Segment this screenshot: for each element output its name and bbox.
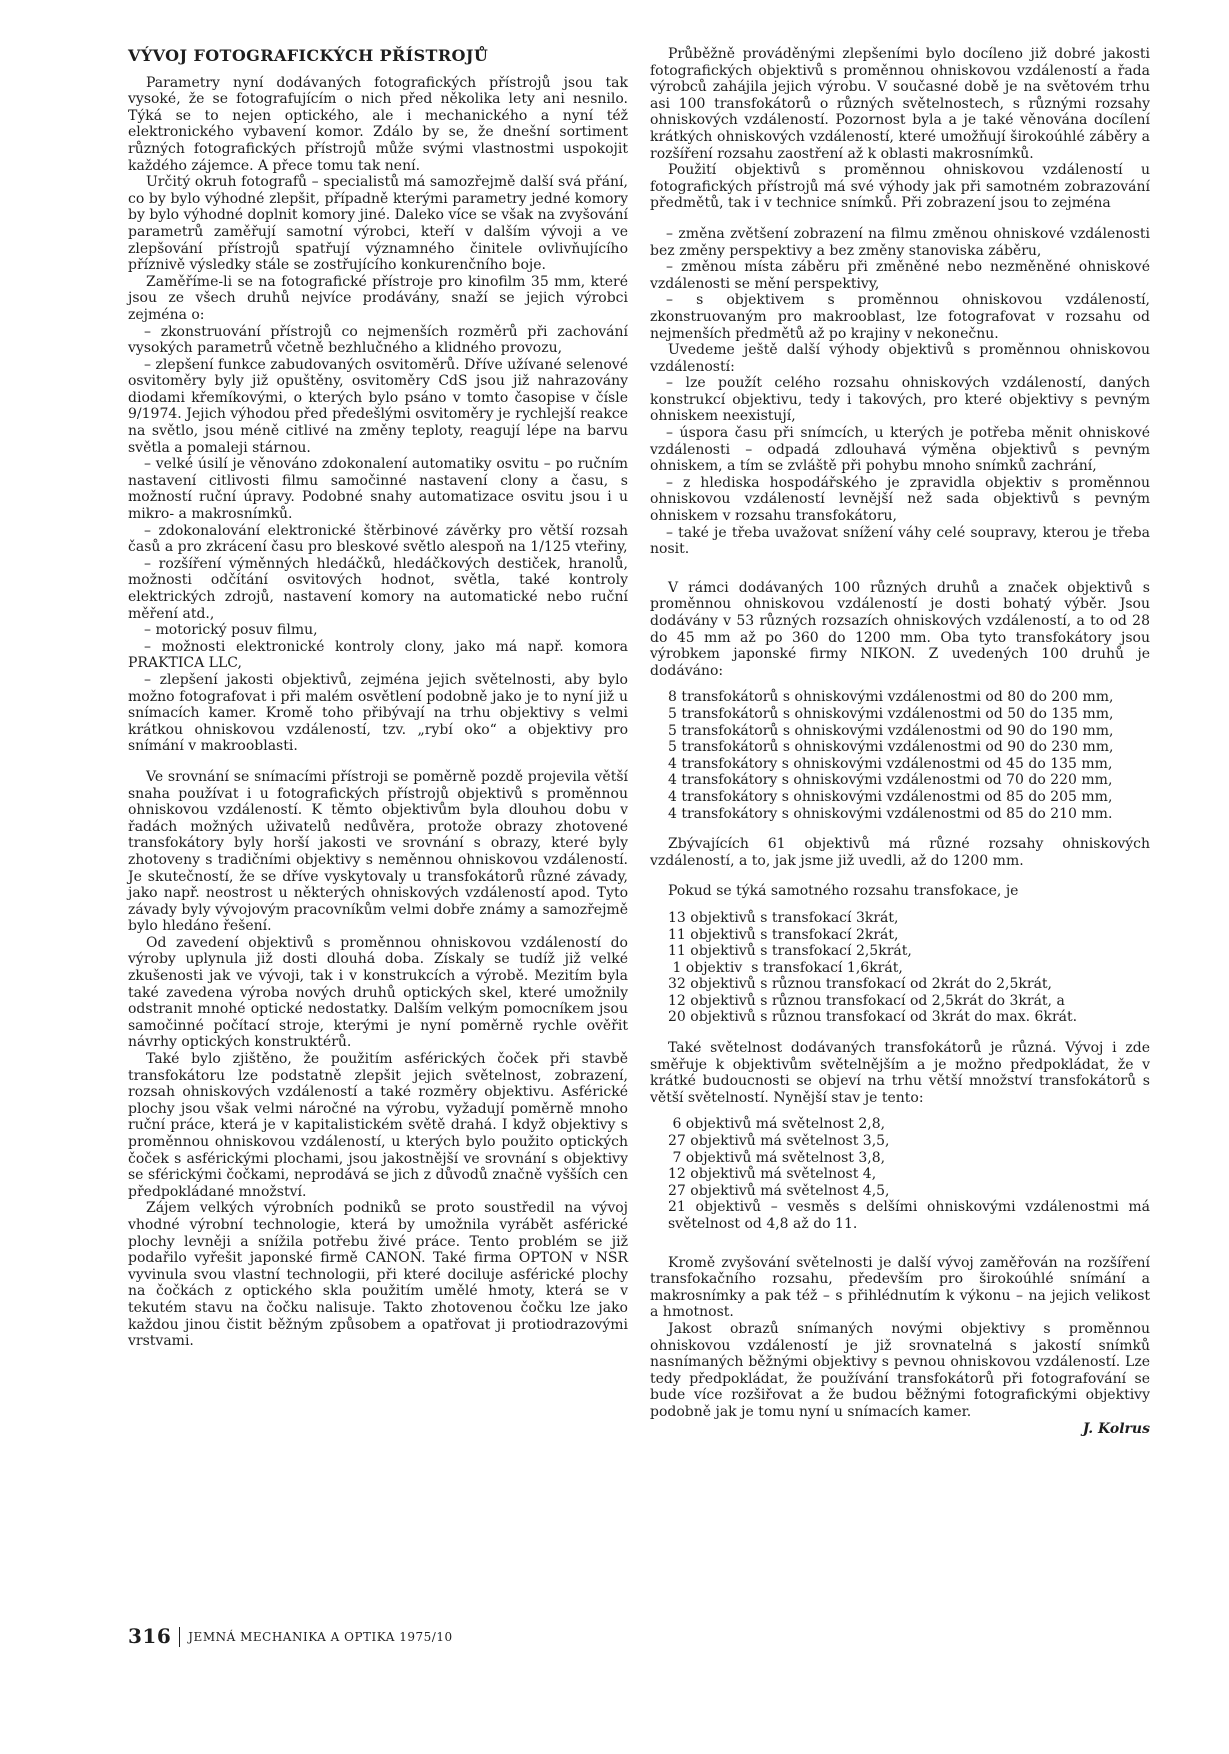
paragraph: Parametry nyní dodávaných fotografických přístrojů jsou tak vysoké, že se fotografujícím o nich před několika lety ani nesnilo. Týká se to nejen optického, ale i mechanického a nyní též elektronického vybavení komor. Zdálo by se, že dnešní sortiment různých fotografických přístrojů může svými vlastnostmi uspokojit každého zájemce. A přece tomu tak není. (128, 74, 628, 174)
list-item: – zdokonalování elektronické štěrbinové závěrky pro větší rozsah časů a pro zkrácení času pro bleskové světlo alespoň na 1/125 vteřiny, (128, 522, 628, 556)
list-item: 32 objektivů s různou transfokací od 2krát do 2,5krát, (668, 976, 1053, 993)
paragraph: Také bylo zjištěno, že použitím asférických čoček při stavbě transfokátoru lze podstatně zlepšit jejich světelnost, zobrazení, rozsah ohniskových vzdáleností a také rozměry objektivu. Asférické plochy jsou však velmi náročné na výrobu, vyžadují poměrně mnoho ruční práce, která je v kapitalistickém světě drahá. I když objektivy s proměnnou ohniskovou vzdáleností, u kterých bylo použito optických čoček s asférickými plochami, jsou jakostnější ve srovnání s objektivy se sférickými čočkami, neprodává se jich z důvodů značně vyšších cen předpokládané množství. (128, 1051, 628, 1200)
list-item: – velké úsilí je věnováno zdokonalení automatiky osvitu – po ručním nastavení citlivosti filmu samočinné nastavení clony a času, s možností ruční úpravy. Podobné snahy automatizace osvitu jsou i u mikro- a makrosnímků. (128, 456, 628, 523)
list-item: – z hlediska hospodářského je zpravidla objektiv s proměnnou ohniskovou vzdáleností levnější než sada objektivů s pevným ohniskem v rozsahu transfokátoru, (650, 474, 1150, 525)
paragraph: Použití objektivů s proměnnou ohniskovou vzdáleností u fotografických přístrojů má své výhody jak při samotném zobrazování předmětů, tak i v technice snímků. Při zobrazení jsou to zejména (650, 162, 1150, 212)
list-item: 12 objektivů s různou transfokací od 2,5krát do 3krát, a (668, 992, 1065, 1009)
list-item: 11 objektivů s transfokací 2krát, (668, 926, 899, 943)
paragraph: Od zavedení objektivů s proměnnou ohniskovou vzdáleností do výroby uplynula již dosti dlouhá doba. Získaly se tudíž již velké zkušenosti jak ve vývoji, tak i v konstrukcích a výrobě. Mezitím byla také zavedena výroba nových druhů optických skel, které umožnily odstranit mnohé optické nedostatky. Dalším velkým pomocníkem jsou samočinné počítací stroje, kterými je nyní poměrně rychle ověřit návrhy optických konstruktérů. (128, 934, 628, 1051)
list-item: – rozšíření výměnných hledáčků, hledáčkových destiček, hranolů, možnosti odčítání osvitových hodnot, světla, také kontroly elektrických zdrojů, nastavení komory na automatické nebo ruční měření atd., (128, 555, 628, 622)
list-item: – lze použít celého rozsahu ohniskových vzdáleností, daných konstrukcí objektivu, tedy i takových, pro které objektivy s pevným ohniskem neexistují, (650, 375, 1150, 425)
list-item: – také je třeba uvažovat snížení váhy celé soupravy, kterou je třeba nosit. (650, 524, 1150, 558)
list-item: – změnou místa záběru při změněné nebo nezměněné ohniskové vzdálenosti se mění perspektivy, (650, 259, 1150, 292)
list-item: 5 transfokátorů s ohniskovými vzdálenostmi od 90 do 230 mm, (668, 739, 1114, 756)
paragraph: Uvedeme ještě další výhody objektivů s proměnnou ohniskovou vzdáleností: (650, 342, 1150, 375)
footer-divider (179, 1627, 180, 1647)
list-item: 27 objektivů má světelnost 4,5, (668, 1182, 890, 1199)
page-footer (128, 1624, 453, 1648)
list-item: – zkonstruování přístrojů co nejmenších rozměrů při zachování vysokých parametrů včetně bezhlučného a klidného provozu, (128, 323, 628, 357)
paragraph: Ve srovnání se snímacími přístroji se poměrně pozdě projevila větší snaha používat i u fotografických přístrojů objektivů s proměnnou ohniskovou vzdáleností. K těmto objektivům byla dlouhou dobu v řadách možných uživatelů nedůvěra, protože obrazy zhotovené transfokátory byly horší jakosti ve srovnání s obrazy, které byly zhotoveny s tradičními objektivy s neměnnou ohniskovou vzdáleností. Je skutečností, že se dříve vyskytovaly u transfokátorů různé závady, jako např. neostrost u některých ohniskových vzdáleností apod. Tyto závady byly vývojovým pracovníkům velmi dobře známy a samozřejmě bylo hledáno řešení. (128, 768, 628, 935)
zoom-factor-list (668, 910, 1150, 1026)
list-item: 4 transfokátory s ohniskovými vzdálenostmi od 70 do 220 mm, (668, 772, 1113, 789)
journal-name: JEMNÁ MECHANIKA A OPTIKA 1975/10 (188, 1630, 453, 1644)
right-column (650, 46, 1150, 1437)
aperture-list (668, 1116, 1150, 1232)
list-item: – změna zvětšení zobrazení na filmu změnou ohniskové vzdálenosti bez změny perspektivy a bez změny stanoviska záběru, (650, 225, 1150, 259)
list-item: – zlepšení funkce zabudovaných osvitoměrů. Dříve užívané selenové osvitoměry byly již opuštěny, osvitoměry CdS jsou již nahrazovány diodami křemíkovými, o kterých bylo psáno v tomto časopise v čísle 9/1974. Jejich výhodou před předešlými osvitoměry je rychlejší reakce na světlo, jsou méně citlivé na změny teploty, reagují lépe na barvu světla a pomaleji stárnou. (128, 356, 628, 456)
list-item: 20 objektivů s různou transfokací od 3krát do max. 6krát. (668, 1009, 1078, 1026)
list-item: 5 transfokátorů s ohniskovými vzdálenostmi od 90 do 190 mm, (668, 722, 1114, 739)
paragraph: Určitý okruh fotografů – specialistů má samozřejmě další svá přání, co by bylo výhodné zlepšit, případně kterými parametry jedné komory by bylo výhodné doplnit komory jiné. Daleko více se však na zvyšování parametrů zaměřují samotní výrobci, kteří v dalším vývoji a ve zlepšování přístrojů spatřují významného činitele ovlivňujícího příznivě výsledky stále se zostřujícího konkurenčního boje. (128, 174, 628, 274)
list-item: 27 objektivů má světelnost 3,5, (668, 1133, 890, 1150)
list-item: 6 objektivů má světelnost 2,8, (668, 1116, 886, 1133)
list-item: – s objektivem s proměnnou ohniskovou vzdáleností, zkonstruovaným pro makrooblast, lze fotografovat v rozsahu od nejmenších předmětů až po krajiny v nekonečnu. (650, 292, 1150, 342)
list-item: – úspora času při snímcích, u kterých je potřeba měnit ohniskové vzdálenosti – odpadá zdlouhavá výměna objektivů s pevným ohniskem, a tím se zvláště při pohybu mnoho snímků zachrání, (650, 425, 1150, 475)
page-number: 316 (128, 1624, 172, 1648)
list-item: – motorický posuv filmu, (144, 622, 318, 639)
list-item: 4 transfokátory s ohniskovými vzdálenostmi od 85 do 205 mm, (668, 788, 1113, 805)
list-item: 7 objektivů má světelnost 3,8, (668, 1149, 886, 1166)
left-column (128, 46, 628, 1350)
paragraph: Průběžně prováděnými zlepšeními bylo docíleno již dobré jakosti fotografických objektivů s proměnnou ohniskovou vzdáleností a řada výrobců zahájila jejich výrobu. V současné době je na světovém trhu asi 100 transfokátorů o různých světelnostech, s různými rozsahy ohniskových vzdáleností. Pozornost byla a je také věnována docílení krátkých ohniskových vzdáleností, které umožňují širokoúhlé záběry a rozšíření rozsahu zaostření až k oblasti makrosnímků. (650, 46, 1150, 162)
list-item: 11 objektivů s transfokací 2,5krát, (668, 943, 912, 960)
list-item: 4 transfokátory s ohniskovými vzdálenostmi od 45 do 135 mm, (668, 755, 1113, 772)
list-item: 1 objektiv s transfokací 1,6krát, (668, 959, 903, 976)
list-item: – možnosti elektronické kontroly clony, jako má např. komora PRAKTICA LLC, (128, 638, 628, 672)
list-item: 13 objektivů s transfokací 3krát, (668, 909, 899, 926)
list-item: 21 objektivů – vesměs s delšími ohniskovými vzdálenostmi má světelnost od 4,8 až do 11. (668, 1199, 1150, 1232)
paragraph: Zájem velkých výrobních podniků se proto soustředil na vývoj vhodné výrobní technologie, která by umožnila vyrábět asférické plochy levněji a snížila potřebu živé práce. Tento problém se již podařilo vyřešit japonské firmě CANON. Také firma OPTON v NSR vyvinula svou vlastní technologii, při které dociluje asférické plochy na čočkách z optického skla použitím umělé hmoty, která se v tekutém stavu na čočku nalisuje. Takto zhotovenou čočku lze jako každou jinou čistit běžným způsobem a opatřovat ji protiodrazovými vrstvami. (128, 1200, 628, 1350)
paragraph: Pokud se týká samotného rozsahu transfokace, je (668, 883, 1019, 900)
list-item: – zlepšení jakosti objektivů, zejména jejich světelnosti, aby bylo možno fotografovat i při malém osvětlení podobně jako je to nyní již u snímacích kamer. Kromě toho přibývají na trhu objektivy s velmi krátkou ohniskovou vzdáleností, tzv. „rybí oko“ a objektivy pro snímání v makrooblasti. (128, 671, 628, 755)
paragraph: Kromě zvyšování světelnosti je další vývoj zaměřován na rozšíření transfokačního rozsahu, především pro širokoúhlé snímání a makrosnímky a pak též – s přihlédnutím k výkonu – na jejich velikost a hmotnost. (650, 1254, 1150, 1321)
list-item: 4 transfokátory s ohniskovými vzdálenostmi od 85 do 210 mm. (668, 805, 1113, 822)
article-title: VÝVOJ FOTOGRAFICKÝCH PŘÍSTROJŮ (128, 46, 489, 65)
paragraph: Zbývajících 61 objektivů má různé rozsahy ohniskových vzdáleností, a to, jak jsme již uvedli, až do 1200 mm. (650, 836, 1150, 869)
paragraph: Zaměříme-li se na fotografické přístroje pro kinofilm 35 mm, které jsou ze všech druhů nejvíce prodávány, snaží se jejich výrobci zejména o: (128, 273, 628, 323)
paragraph: Jakost obrazů snímaných novými objektivy s proměnnou ohniskovou vzdáleností je již srovnatelná s jakostí snímků nasnímaných běžnými objektivy s pevnou ohniskovou vzdáleností. Lze tedy předpokládat, že používání transfokátorů při fotografování se bude více rozšiřovat a že budou běžnými fotografickými objektivy podobně jak je tomu nyní u snímacích kamer. (650, 1320, 1150, 1420)
zoom-range-list (668, 689, 1150, 822)
list-item: 8 transfokátorů s ohniskovými vzdálenostmi od 80 do 200 mm, (668, 689, 1114, 706)
list-item: 5 transfokátorů s ohniskovými vzdálenostmi od 50 do 135 mm, (668, 705, 1114, 722)
author-signature: J. Kolrus (1082, 1420, 1150, 1437)
paragraph: V rámci dodávaných 100 různých druhů a značek objektivů s proměnnou ohniskovou vzdáleností je dosti bohatý výběr. Jsou dodávány v 53 různých rozsazích ohniskových vzdáleností, a to od 28 do 45 mm až po 360 do 1200 mm. Oba tyto transfokátory jsou výrobkem japonské firmy NIKON. Z uvedených 100 druhů je dodáváno: (650, 579, 1150, 679)
list-item: 12 objektivů má světelnost 4, (668, 1166, 877, 1183)
paragraph: Také světelnost dodávaných transfokátorů je různá. Vývoj i zde směřuje k objektivům světelnějším a je možno předpokládat, že v krátké budoucnosti se objeví na trhu větší množství transfokátorů s větší světelností. Nynější stav je tento: (650, 1040, 1150, 1106)
